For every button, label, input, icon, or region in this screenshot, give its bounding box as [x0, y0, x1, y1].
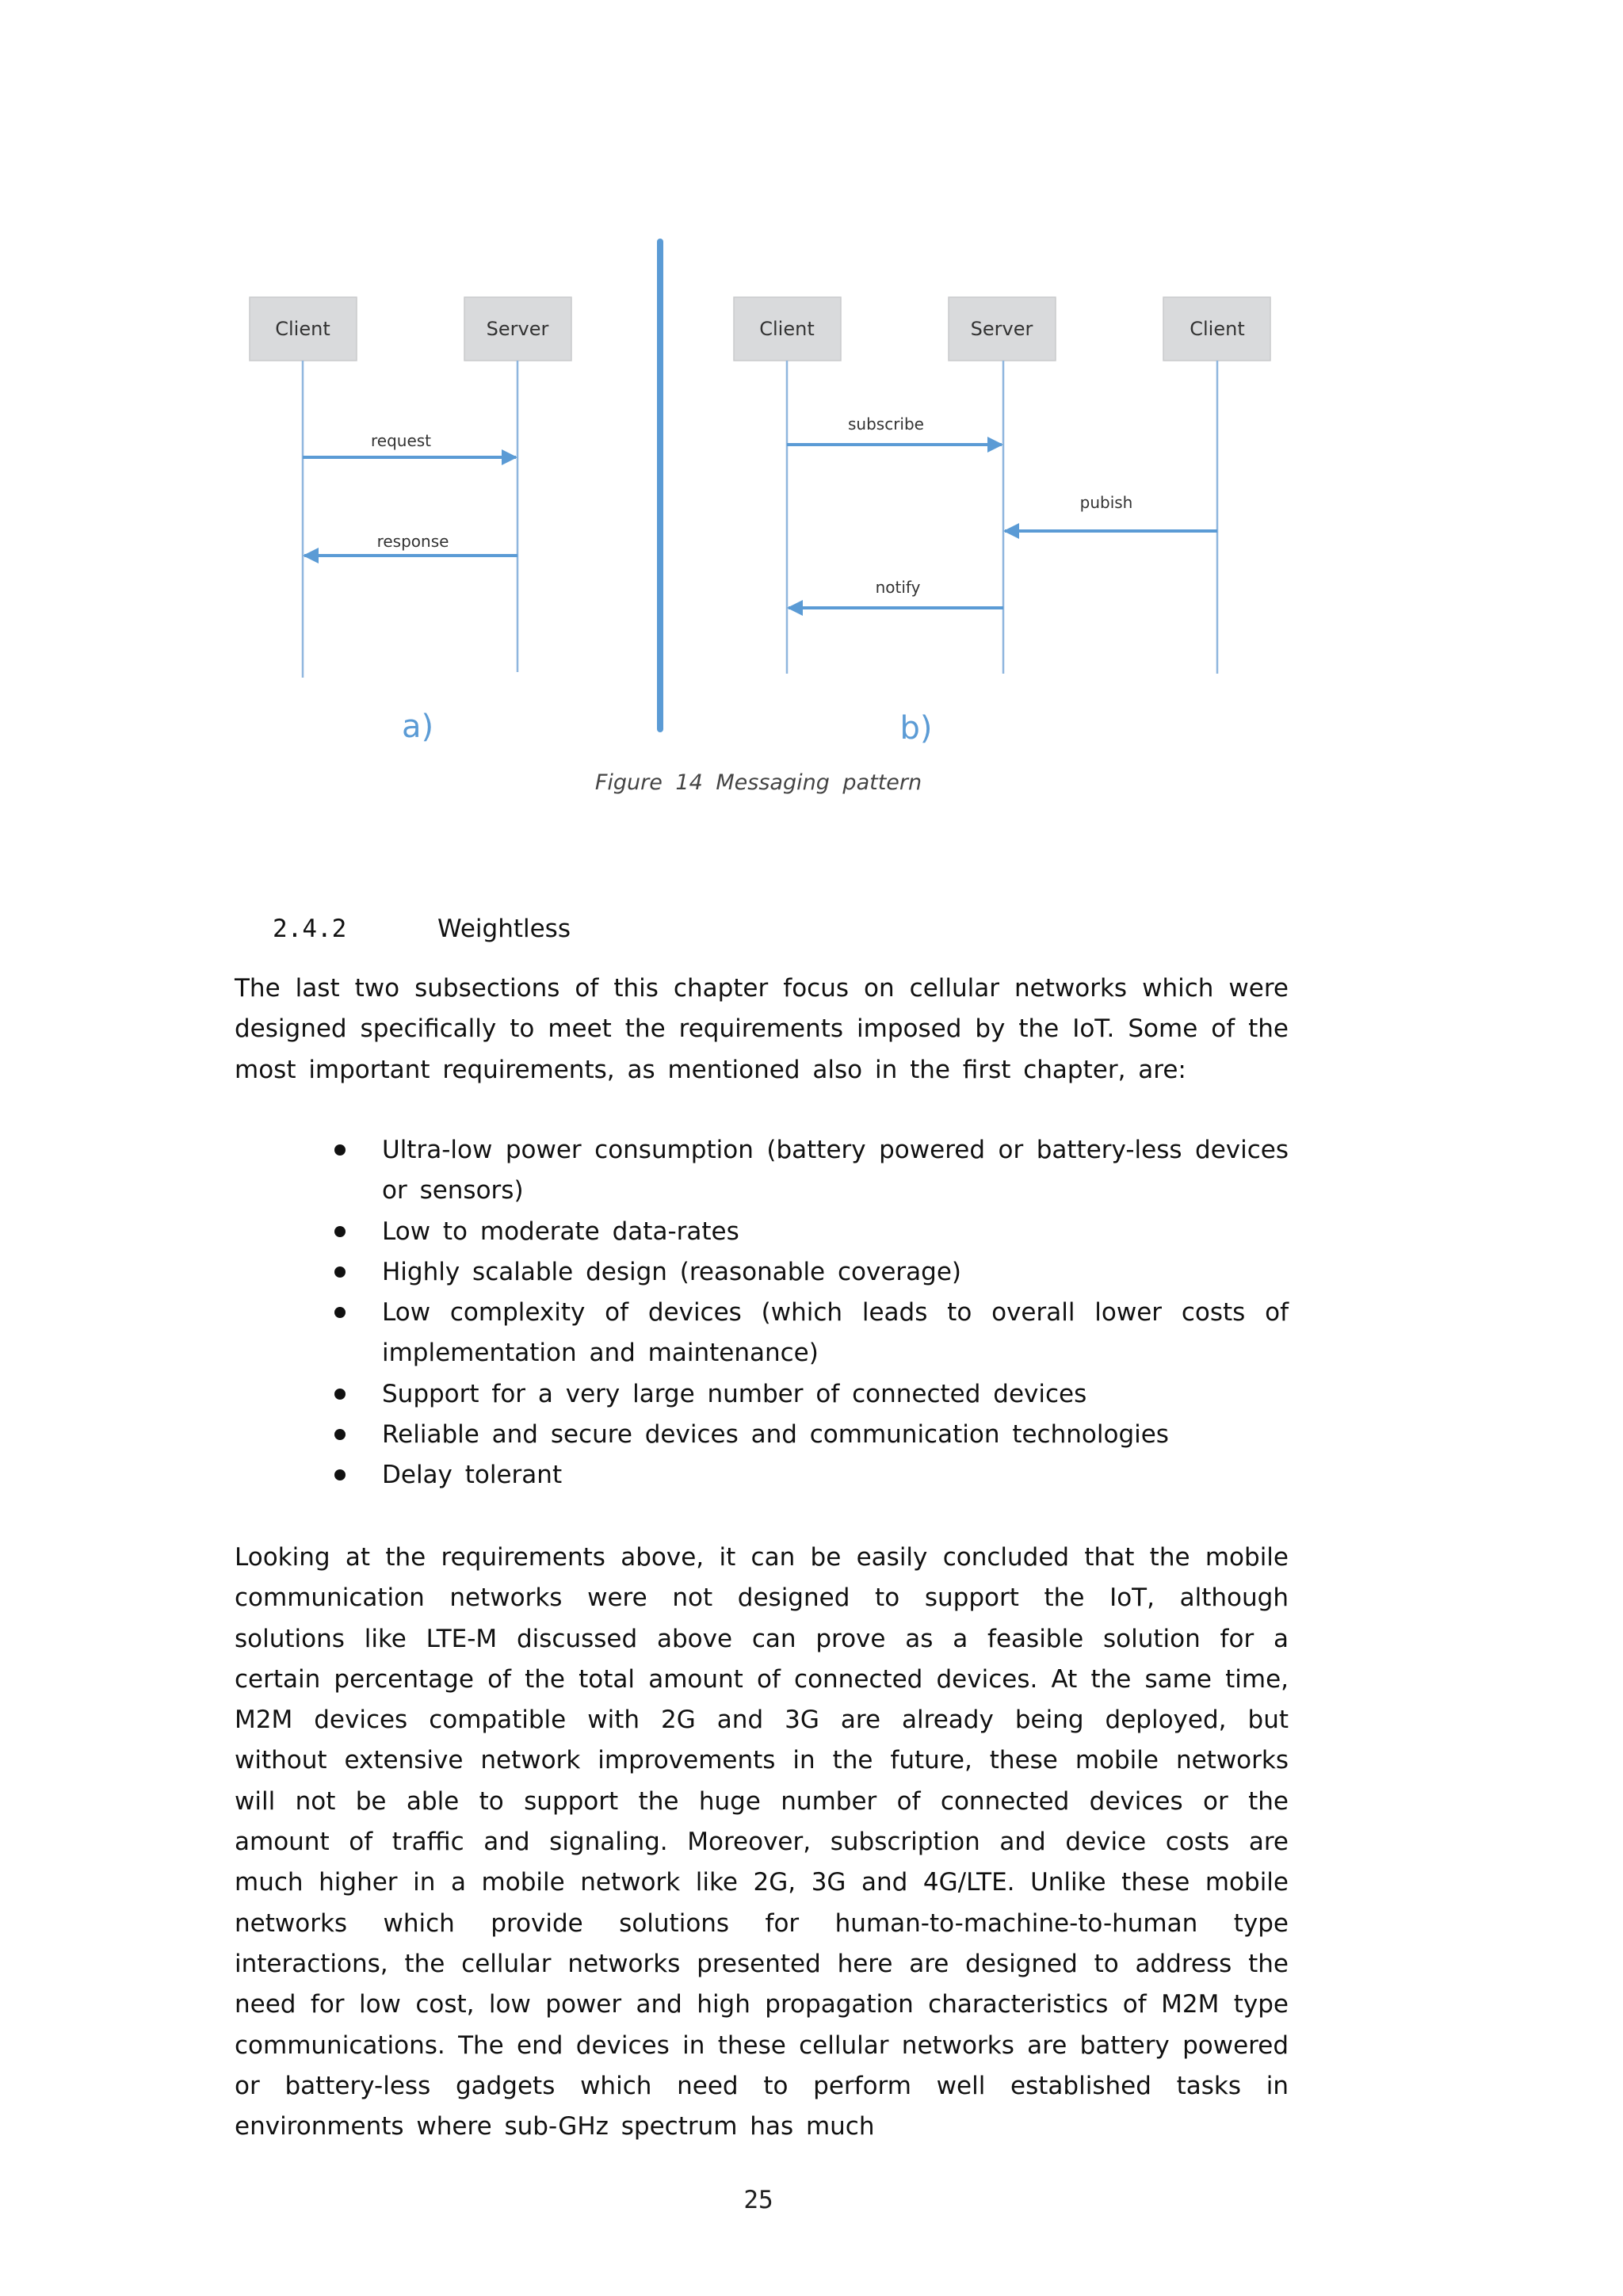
messaging-pattern-figure	[0, 0, 1517, 761]
bullet-dot-icon	[334, 1226, 346, 1237]
list-item	[235, 1374, 1289, 1415]
figure-caption: Figure 14 Messaging pattern	[594, 770, 922, 795]
subscribe-label: subscribe	[848, 415, 924, 434]
bullet-dot-icon	[334, 1469, 346, 1480]
list-item	[235, 1252, 1289, 1293]
svg-text:Server: Server	[486, 318, 549, 340]
bullet-dot-icon	[334, 1389, 346, 1400]
list-item-text: Low complexity of devices (which leads to overall lower costs of implementation and maintenance)	[382, 1298, 1289, 1368]
paragraph-analysis: Looking at the requirements above, it can be easily concluded that the mobile communication networks were not designed to support the IoT, although solutions like LTE-M discussed above can prove as a feasible solution for a certain percentage of the total amount of connected devices. At the same time, M2M devices compatible with 2G and 3G are already being deployed, but without extensive network improvements in the future, these mobile networks will not be able to support the huge number of connected devices or the amount of traffic and signaling. Moreover, subscription and device costs are much higher in a mobile network like 2G, 3G and 4G/LTE. Unlike these mobile networks which provide solutions for human-to-machine-to-human type interactions, the cellular networks presented here are designed to address the need for low cost, low power and high propagation characteristics of M2M type communications. The end devices in these cellular networks are battery powered or battery-less gadgets which need to perform well established tasks in environments where sub-GHz spectrum has much	[235, 1543, 1289, 2141]
page-number: 25	[743, 2186, 773, 2214]
node-client-b-right	[1163, 297, 1270, 361]
list-item	[235, 1212, 1289, 1252]
bullet-dot-icon	[334, 1429, 346, 1440]
panel-a-label: a)	[401, 709, 434, 745]
panel-a	[250, 297, 571, 745]
list-item	[235, 1130, 1289, 1212]
node-server-a	[464, 297, 571, 361]
bullet-dot-icon	[334, 1266, 346, 1278]
paragraph-intro: The last two subsections of this chapter focus on cellular networks which were designed specifically to meet the requirements imposed by the IoT. Some of the most important requirements, as mentioned also in the first chapter, are:	[235, 974, 1289, 1084]
list-item-text: Highly scalable design (reasonable coverage)	[382, 1257, 961, 1286]
publish-label: pubish	[1079, 493, 1133, 512]
response-label: response	[376, 532, 449, 551]
list-item	[235, 1293, 1289, 1374]
panel-b	[734, 297, 1270, 747]
list-item-text: Ultra-low power consumption (battery powered or battery-less devices or sensors)	[382, 1136, 1289, 1205]
panel-b-label: b)	[899, 710, 933, 747]
section-heading	[273, 915, 571, 943]
svg-text:Server: Server	[970, 318, 1033, 340]
bullet-dot-icon	[334, 1307, 346, 1318]
list-item	[235, 1455, 1289, 1496]
section-title: Weightless	[437, 915, 571, 943]
list-item-text: Low to moderate data-rates	[382, 1217, 739, 1246]
list-item	[235, 1415, 1289, 1455]
notify-label: notify	[875, 578, 921, 597]
list-item-text: Reliable and secure devices and communication technologies	[382, 1420, 1169, 1450]
svg-text:Client: Client	[275, 318, 330, 340]
requirements-list	[235, 1130, 1289, 1496]
list-item-text: Support for a very large number of connected devices	[382, 1379, 1087, 1408]
request-label: request	[370, 431, 432, 450]
svg-text:Client: Client	[1190, 318, 1245, 340]
list-item-text: Delay tolerant	[382, 1461, 563, 1490]
section-number: 2.4.2	[273, 915, 347, 943]
node-client-b-left	[734, 297, 841, 361]
bullet-dot-icon	[334, 1144, 346, 1156]
svg-text:Client: Client	[759, 318, 815, 340]
node-server-b	[949, 297, 1056, 361]
node-client-a	[250, 297, 357, 361]
